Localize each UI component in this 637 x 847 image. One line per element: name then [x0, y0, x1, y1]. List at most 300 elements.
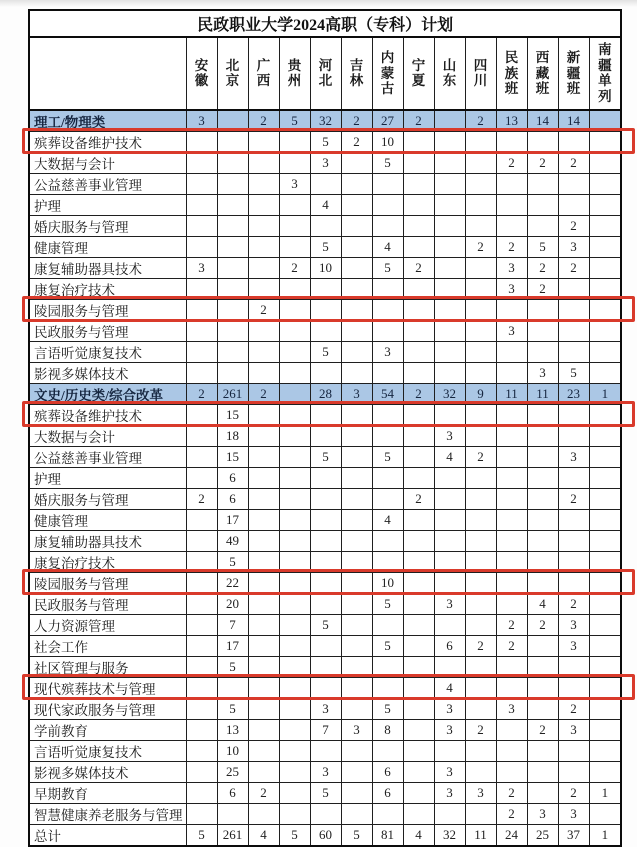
value-cell: 2: [527, 153, 558, 174]
value-cell: [496, 468, 527, 489]
value-cell: [403, 762, 434, 783]
value-cell: [434, 110, 465, 132]
value-cell: 17: [217, 510, 248, 531]
row-label: 影视多媒体技术: [29, 762, 186, 783]
value-cell: [403, 174, 434, 195]
value-cell: [527, 699, 558, 720]
value-cell: [310, 510, 341, 531]
value-cell: 5: [310, 342, 341, 363]
value-cell: [341, 804, 372, 825]
row-label: 康复辅助器具技术: [29, 531, 186, 552]
value-cell: [403, 699, 434, 720]
row-label: 总计: [29, 825, 186, 847]
value-cell: [186, 405, 217, 426]
value-cell: 2: [496, 153, 527, 174]
value-cell: 3: [558, 720, 589, 741]
table-row: [29, 699, 621, 720]
value-cell: [403, 804, 434, 825]
value-cell: [527, 657, 558, 678]
table-row: [29, 573, 621, 594]
value-cell: 3: [372, 342, 403, 363]
value-cell: [217, 258, 248, 279]
value-cell: 2: [341, 110, 372, 132]
value-cell: 10: [372, 132, 403, 153]
value-cell: [465, 300, 496, 321]
value-cell: [372, 321, 403, 342]
value-cell: 15: [217, 405, 248, 426]
value-cell: [279, 237, 310, 258]
value-cell: 3: [496, 279, 527, 300]
value-cell: [465, 657, 496, 678]
value-cell: 2: [496, 237, 527, 258]
value-cell: 2: [496, 783, 527, 804]
row-label: 公益慈善事业管理: [29, 174, 186, 195]
value-cell: [496, 552, 527, 573]
value-cell: [248, 699, 279, 720]
value-cell: [465, 573, 496, 594]
value-cell: 2: [465, 237, 496, 258]
value-cell: [465, 258, 496, 279]
value-cell: [589, 195, 621, 216]
value-cell: 5: [279, 110, 310, 132]
value-cell: [372, 804, 403, 825]
value-cell: 32: [434, 825, 465, 847]
value-cell: [248, 531, 279, 552]
value-cell: [558, 342, 589, 363]
value-cell: 2: [496, 636, 527, 657]
value-cell: [372, 300, 403, 321]
value-cell: [558, 279, 589, 300]
column-header-13: [558, 37, 589, 110]
value-cell: 4: [434, 447, 465, 468]
value-cell: [372, 552, 403, 573]
value-cell: [186, 363, 217, 384]
value-cell: 5: [279, 825, 310, 847]
value-cell: [248, 510, 279, 531]
value-cell: 261: [217, 384, 248, 405]
value-cell: 10: [217, 741, 248, 762]
value-cell: [496, 489, 527, 510]
value-cell: [279, 153, 310, 174]
table-row: [29, 174, 621, 195]
table-row: [29, 804, 621, 825]
section-row: [29, 384, 621, 405]
value-cell: 1: [589, 825, 621, 847]
value-cell: [248, 279, 279, 300]
value-cell: [186, 447, 217, 468]
value-cell: [186, 531, 217, 552]
value-cell: 17: [217, 636, 248, 657]
row-label: 社区管理与服务: [29, 657, 186, 678]
column-header-5: [310, 37, 341, 110]
value-cell: [248, 321, 279, 342]
value-cell: [496, 405, 527, 426]
value-cell: [341, 531, 372, 552]
value-cell: 81: [372, 825, 403, 847]
value-cell: [434, 300, 465, 321]
table-row: [29, 468, 621, 489]
value-cell: 2: [403, 110, 434, 132]
value-cell: [279, 279, 310, 300]
column-header-label: 内蒙古: [380, 49, 395, 97]
value-cell: [372, 657, 403, 678]
row-label: 早期教育: [29, 783, 186, 804]
value-cell: [496, 426, 527, 447]
column-header-1: [186, 37, 217, 110]
value-cell: [341, 552, 372, 573]
value-cell: 6: [217, 468, 248, 489]
row-label: 民政服务与管理: [29, 594, 186, 615]
value-cell: [465, 762, 496, 783]
value-cell: [403, 531, 434, 552]
value-cell: [248, 678, 279, 699]
value-cell: [496, 195, 527, 216]
value-cell: [279, 594, 310, 615]
value-cell: [372, 678, 403, 699]
value-cell: [310, 363, 341, 384]
value-cell: [341, 783, 372, 804]
value-cell: [496, 594, 527, 615]
table-row: [29, 132, 621, 153]
table-row: [29, 489, 621, 510]
value-cell: [527, 510, 558, 531]
value-cell: [589, 342, 621, 363]
value-cell: [248, 720, 279, 741]
value-cell: [310, 321, 341, 342]
value-cell: [589, 531, 621, 552]
value-cell: [186, 174, 217, 195]
value-cell: [279, 741, 310, 762]
value-cell: [558, 678, 589, 699]
value-cell: [248, 405, 279, 426]
value-cell: 2: [248, 384, 279, 405]
value-cell: 2: [403, 384, 434, 405]
value-cell: [589, 615, 621, 636]
value-cell: [589, 657, 621, 678]
value-cell: [341, 153, 372, 174]
value-cell: [434, 468, 465, 489]
value-cell: [279, 615, 310, 636]
value-cell: 23: [558, 384, 589, 405]
value-cell: [310, 678, 341, 699]
table-row: [29, 510, 621, 531]
value-cell: [279, 699, 310, 720]
value-cell: [527, 468, 558, 489]
value-cell: [341, 573, 372, 594]
value-cell: 2: [248, 110, 279, 132]
value-cell: [279, 552, 310, 573]
value-cell: [186, 153, 217, 174]
value-cell: [527, 489, 558, 510]
value-cell: [434, 237, 465, 258]
value-cell: [527, 531, 558, 552]
value-cell: [279, 678, 310, 699]
value-cell: 3: [558, 237, 589, 258]
table-row: [29, 153, 621, 174]
row-label: 陵园服务与管理: [29, 573, 186, 594]
value-cell: 25: [217, 762, 248, 783]
value-cell: [496, 342, 527, 363]
value-cell: [589, 426, 621, 447]
value-cell: [310, 804, 341, 825]
column-header-label: 西藏班: [535, 49, 550, 97]
value-cell: [589, 174, 621, 195]
value-cell: [248, 804, 279, 825]
value-cell: [527, 132, 558, 153]
value-cell: 5: [310, 132, 341, 153]
value-cell: [589, 153, 621, 174]
value-cell: [558, 132, 589, 153]
value-cell: [186, 216, 217, 237]
value-cell: 5: [372, 153, 403, 174]
value-cell: [465, 174, 496, 195]
row-label: 护理: [29, 195, 186, 216]
value-cell: [248, 216, 279, 237]
value-cell: [589, 573, 621, 594]
value-cell: [341, 468, 372, 489]
table-row: [29, 363, 621, 384]
value-cell: [248, 741, 279, 762]
value-cell: 3: [186, 110, 217, 132]
value-cell: [341, 300, 372, 321]
value-cell: [341, 510, 372, 531]
value-cell: [434, 615, 465, 636]
table-row: [29, 258, 621, 279]
column-header-3: [248, 37, 279, 110]
value-cell: [279, 321, 310, 342]
value-cell: [248, 174, 279, 195]
value-cell: 5: [527, 237, 558, 258]
value-cell: [248, 594, 279, 615]
value-cell: [434, 174, 465, 195]
value-cell: [589, 321, 621, 342]
value-cell: [403, 363, 434, 384]
value-cell: 22: [217, 573, 248, 594]
value-cell: 5: [217, 552, 248, 573]
value-cell: [496, 573, 527, 594]
value-cell: 3: [341, 384, 372, 405]
value-cell: 2: [465, 447, 496, 468]
value-cell: [589, 636, 621, 657]
value-cell: [341, 174, 372, 195]
column-header-label: 民族班: [504, 49, 519, 97]
value-cell: [434, 216, 465, 237]
row-label: 大数据与会计: [29, 426, 186, 447]
value-cell: [496, 741, 527, 762]
value-cell: [465, 510, 496, 531]
value-cell: [558, 426, 589, 447]
value-cell: [434, 804, 465, 825]
value-cell: [248, 657, 279, 678]
column-header-label: 广西: [256, 57, 271, 89]
value-cell: 5: [372, 699, 403, 720]
value-cell: [279, 804, 310, 825]
column-header-label: 安徽: [194, 57, 209, 89]
value-cell: [310, 531, 341, 552]
value-cell: [310, 636, 341, 657]
value-cell: [465, 552, 496, 573]
value-cell: [248, 636, 279, 657]
value-cell: [341, 762, 372, 783]
value-cell: [372, 741, 403, 762]
value-cell: 5: [217, 657, 248, 678]
table-row: [29, 636, 621, 657]
value-cell: [372, 363, 403, 384]
value-cell: [186, 762, 217, 783]
value-cell: 2: [465, 720, 496, 741]
value-cell: 3: [434, 720, 465, 741]
value-cell: [341, 678, 372, 699]
value-cell: [279, 510, 310, 531]
value-cell: 261: [217, 825, 248, 847]
value-cell: [341, 741, 372, 762]
column-header-2: [217, 37, 248, 110]
row-label: 影视多媒体技术: [29, 363, 186, 384]
value-cell: [403, 447, 434, 468]
value-cell: 6: [372, 783, 403, 804]
value-cell: 2: [465, 636, 496, 657]
value-cell: 3: [279, 174, 310, 195]
value-cell: [589, 468, 621, 489]
value-cell: [527, 573, 558, 594]
value-cell: 3: [558, 636, 589, 657]
value-cell: [217, 300, 248, 321]
value-cell: 4: [372, 237, 403, 258]
value-cell: [341, 636, 372, 657]
value-cell: [279, 762, 310, 783]
enrollment-plan-table-container: [28, 9, 620, 847]
value-cell: [589, 699, 621, 720]
enrollment-plan-table: [28, 9, 622, 847]
value-cell: [248, 237, 279, 258]
value-cell: 2: [496, 615, 527, 636]
value-cell: [434, 510, 465, 531]
table-row: [29, 657, 621, 678]
value-cell: [341, 237, 372, 258]
value-cell: 2: [558, 594, 589, 615]
value-cell: [310, 573, 341, 594]
value-cell: [527, 552, 558, 573]
value-cell: [310, 741, 341, 762]
table-row: [29, 783, 621, 804]
value-cell: [217, 804, 248, 825]
value-cell: 3: [434, 762, 465, 783]
value-cell: [465, 321, 496, 342]
value-cell: 10: [372, 573, 403, 594]
value-cell: [465, 489, 496, 510]
value-cell: 20: [217, 594, 248, 615]
value-cell: [186, 699, 217, 720]
value-cell: [589, 258, 621, 279]
column-header-14: [589, 37, 621, 110]
value-cell: 4: [527, 594, 558, 615]
value-cell: [217, 195, 248, 216]
column-header-6: [341, 37, 372, 110]
value-cell: [589, 552, 621, 573]
row-label: 健康管理: [29, 237, 186, 258]
value-cell: [248, 762, 279, 783]
value-cell: [279, 783, 310, 804]
column-header-label: 吉林: [349, 57, 364, 89]
value-cell: [403, 237, 434, 258]
value-cell: [186, 237, 217, 258]
value-cell: [279, 363, 310, 384]
value-cell: [589, 405, 621, 426]
value-cell: [558, 573, 589, 594]
value-cell: [558, 300, 589, 321]
value-cell: 14: [527, 110, 558, 132]
row-label: 文史/历史类/综合改革: [29, 384, 186, 405]
value-cell: [465, 405, 496, 426]
value-cell: [279, 195, 310, 216]
table-row: [29, 552, 621, 573]
value-cell: [496, 678, 527, 699]
value-cell: [527, 426, 558, 447]
value-cell: 18: [217, 426, 248, 447]
table-row: [29, 216, 621, 237]
section-row: [29, 110, 621, 132]
value-cell: [465, 216, 496, 237]
value-cell: [403, 573, 434, 594]
value-cell: [403, 741, 434, 762]
value-cell: [403, 153, 434, 174]
value-cell: 6: [217, 489, 248, 510]
value-cell: [589, 741, 621, 762]
value-cell: 2: [403, 258, 434, 279]
value-cell: 8: [372, 720, 403, 741]
value-cell: 28: [310, 384, 341, 405]
value-cell: [186, 321, 217, 342]
row-label: 婚庆服务与管理: [29, 489, 186, 510]
value-cell: [310, 657, 341, 678]
column-header-12: [527, 37, 558, 110]
column-header-11: [496, 37, 527, 110]
column-header-label: 贵州: [287, 57, 302, 89]
value-cell: 5: [310, 447, 341, 468]
value-cell: 2: [186, 489, 217, 510]
column-header-7: [372, 37, 403, 110]
column-header-label: 北京: [225, 57, 240, 89]
value-cell: [341, 426, 372, 447]
value-cell: [589, 279, 621, 300]
value-cell: 2: [496, 804, 527, 825]
value-cell: 1: [589, 384, 621, 405]
value-cell: [465, 363, 496, 384]
value-cell: [403, 552, 434, 573]
row-label: 殡葬设备维护技术: [29, 405, 186, 426]
value-cell: [527, 762, 558, 783]
value-cell: [186, 552, 217, 573]
value-cell: 32: [434, 384, 465, 405]
row-label: 护理: [29, 468, 186, 489]
total-row: [29, 825, 621, 847]
value-cell: [186, 342, 217, 363]
value-cell: [465, 741, 496, 762]
value-cell: 4: [310, 195, 341, 216]
table-row: [29, 321, 621, 342]
row-label: 婚庆服务与管理: [29, 216, 186, 237]
value-cell: [186, 279, 217, 300]
table-row: [29, 300, 621, 321]
value-cell: 5: [186, 825, 217, 847]
value-cell: [217, 216, 248, 237]
value-cell: 5: [558, 363, 589, 384]
value-cell: [527, 342, 558, 363]
table-row: [29, 405, 621, 426]
table-row: [29, 615, 621, 636]
value-cell: [279, 342, 310, 363]
row-label: 公益慈善事业管理: [29, 447, 186, 468]
